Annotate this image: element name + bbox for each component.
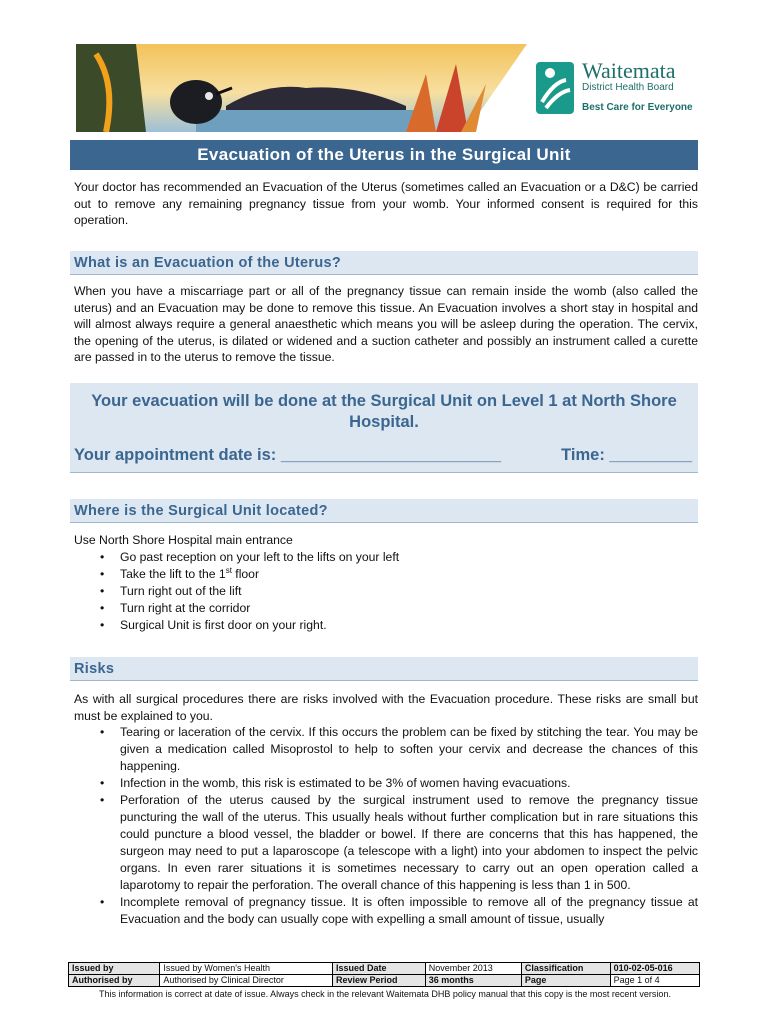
list-item: • Infection in the womb, this risk is estimated to be 3% of women having evacuations.	[74, 775, 698, 792]
waitemata-logo	[536, 58, 696, 128]
what-paragraph: When you have a miscarriage part or all of the pregnancy tissue can remain inside the womb (also called the uterus) and an Evacuation may be done to remove this tissue. An Evacuation involves a short stay in hospital and will almost always require a general anaesthetic which means you will be asleep during the operation. The cervix, the opening of the uterus, is dilated or widened and a suction catheter and possibly an instrument called a curette are passed in to the uterus to remove the tissue.	[74, 284, 698, 364]
where-intro: Use North Shore Hospital main entrance	[74, 533, 293, 547]
header-banner-image	[76, 44, 527, 132]
waitemata-logo-mark-icon	[536, 62, 574, 114]
table-row: Issued by Issued by Women's Health Issued Date November 2013 Classification 010-02-05-016	[69, 963, 700, 975]
location-statement: Your evacuation will be done at the Surgical Unit on Level 1 at North Shore Hospital.	[91, 392, 677, 431]
appointment-time-line: Time: _________	[561, 446, 692, 464]
logo-subtitle: District Health Board	[582, 82, 674, 93]
list-item: • Surgical Unit is first door on your right.	[74, 617, 698, 634]
list-item: • Turn right out of the lift	[74, 583, 698, 600]
risks-intro: As with all surgical procedures there are risks involved with the Evacuation procedure. These risks are small but must be explained to you.	[74, 692, 698, 723]
logo-tagline: Best Care for Everyone	[582, 102, 693, 113]
section-heading-what: What is an Evacuation of the Uterus?	[70, 251, 698, 275]
footer-note: This information is correct at date of issue. Always check in the relevant Waitemata DHB policy manual that this copy is the most recent version.	[99, 989, 671, 999]
appointment-callout	[70, 383, 698, 473]
section-heading-risks: Risks	[70, 657, 698, 681]
list-item: • Go past reception on your left to the lifts on your left	[74, 549, 698, 566]
list-item: • Incomplete removal of pregnancy tissue. It is often impossible to remove all of the pregnancy tissue at Evacuation and the body can usually cope with expelling a small amount of tissue, usually	[74, 894, 698, 928]
directions-list	[74, 549, 698, 634]
appointment-date-line: Your appointment date is: ________________________	[74, 446, 502, 464]
logo-name: Waitemata	[582, 58, 676, 83]
intro-paragraph: Your doctor has recommended an Evacuation of the Uterus (sometimes called an Evacuation or a D&C) be carried out to remove any remaining pregnancy tissue from your womb. Your informed consent is required for this operation.	[74, 180, 698, 227]
list-item: • Tearing or laceration of the cervix. If this occurs the problem can be fixed by stitching the tear. You may be given a medication called Misoprostol to help to soften your cervix and decrease the chances of this happening.	[74, 724, 698, 775]
list-item: • Perforation of the uterus caused by the surgical instrument used to remove the pregnancy tissue puncturing the wall of the uterus. This usually heals without further complication but in rare situations this could puncture a blood vessel, the bladder or bowel. If there are concerns that this has happened, the surgeon may need to put a laparoscope (a telescope with a light) into your abdomen to inspect the pelvic organs. In even rarer situations it is sometimes necessary to carry out an open operation called a laparotomy to repair the perforation. The overall chance of this happening is less than 1 in 500.	[74, 792, 698, 894]
section-heading-where: Where is the Surgical Unit located?	[70, 499, 698, 523]
document-title: Evacuation of the Uterus in the Surgical Unit	[70, 140, 698, 170]
risks-list	[74, 724, 698, 928]
list-item: • Turn right at the corridor	[74, 600, 698, 617]
document-control-table	[68, 962, 700, 987]
list-item: • Take the lift to the 1st floor	[74, 566, 698, 583]
table-row: Authorised by Authorised by Clinical Director Review Period 36 months Page Page 1 of 4	[69, 975, 700, 987]
